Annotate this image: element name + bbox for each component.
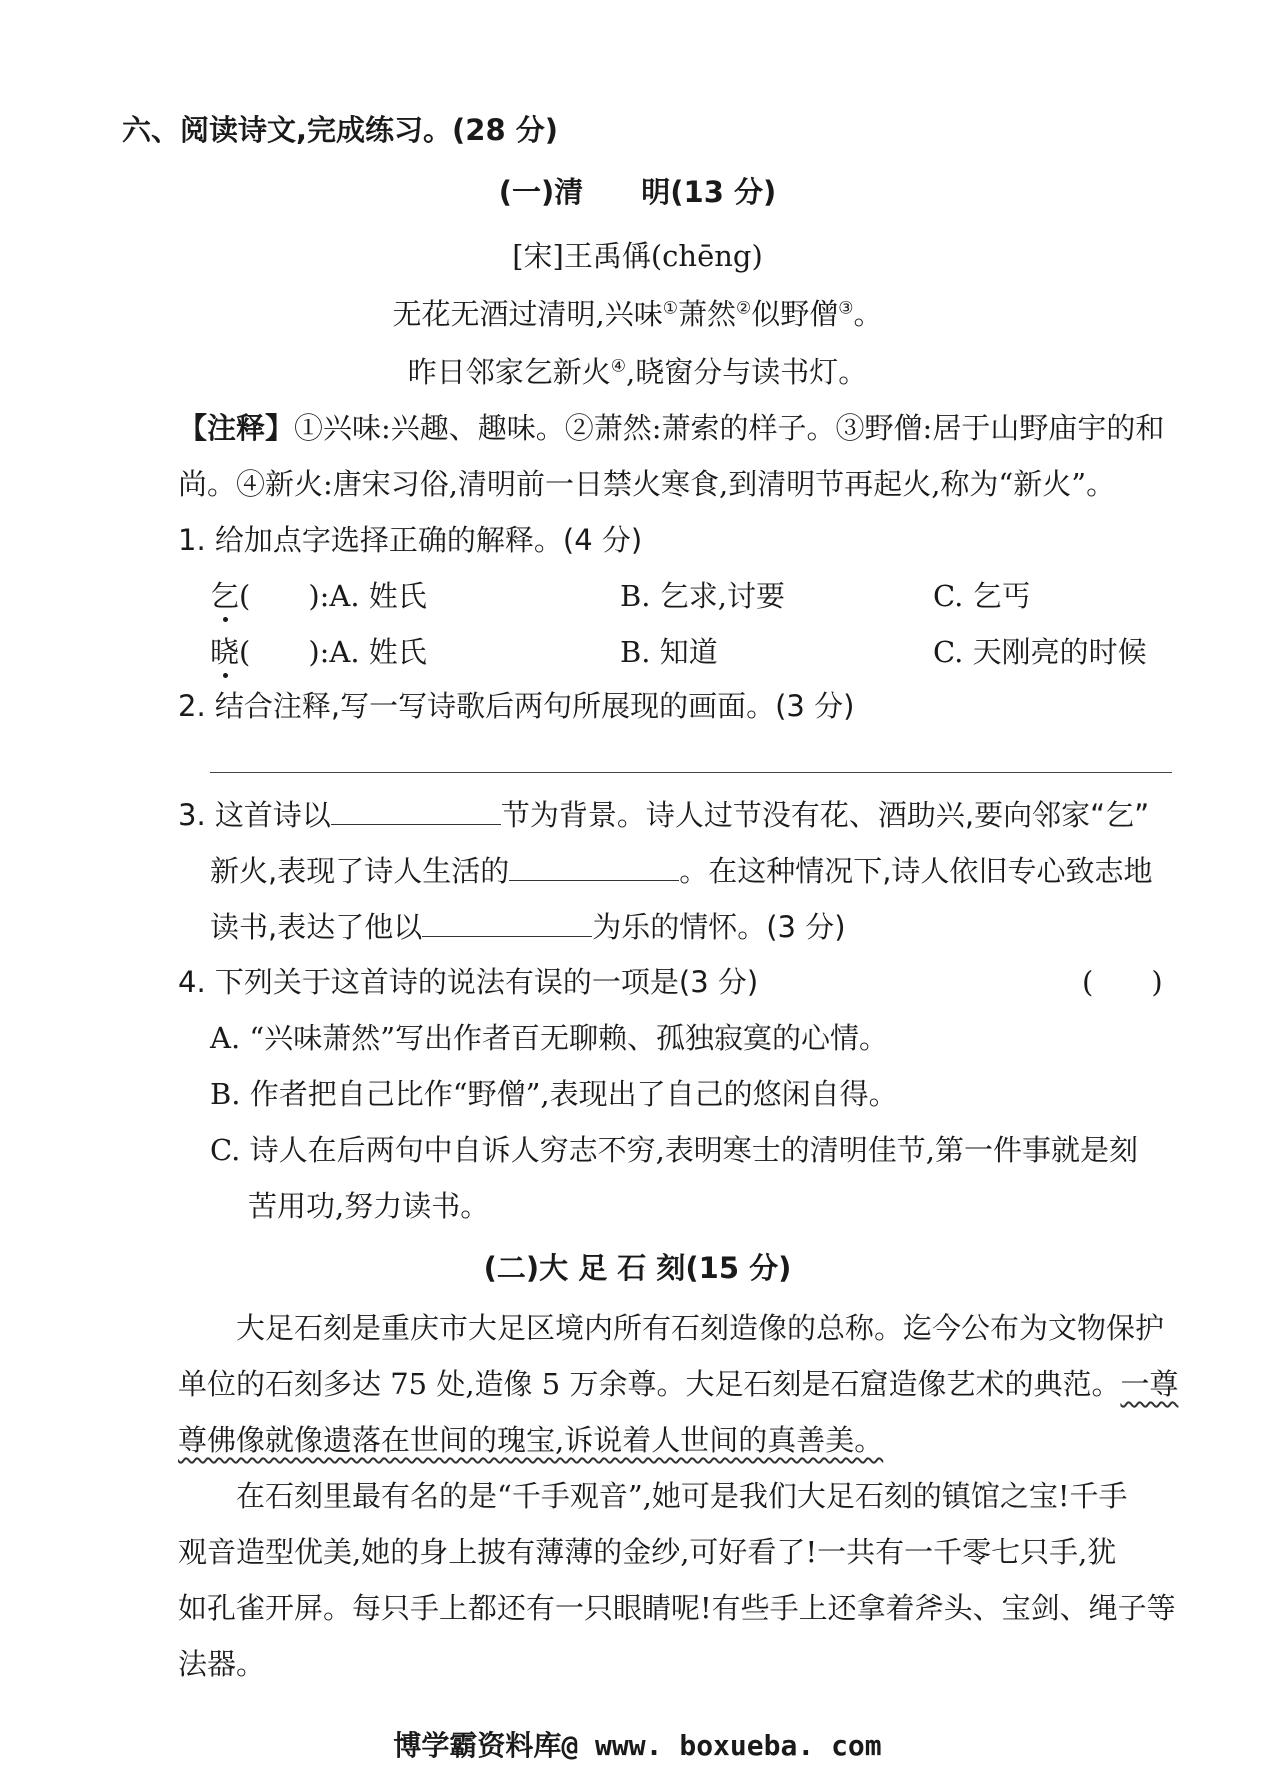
passage-p1-line-2 bbox=[178, 1364, 1178, 1404]
q3-text-2b: 。在这种情况下,诗人依旧专心致志地 bbox=[679, 854, 1153, 888]
poem-line-2-text-b: ,晓窗分与读书灯。 bbox=[626, 355, 868, 389]
notes-text-1: ①兴味:兴趣、趣味。②萧然:萧索的样子。③野僧:居于山野庙宇的和 bbox=[294, 411, 1165, 445]
notes-line-2: 尚。④新火:唐宋习俗,清明前一日禁火寒食,到清明节再起火,称为“新火”。 bbox=[178, 467, 1116, 501]
q4-option-c-line-1: C. 诗人在后两句中自诉人穷志不穷,表明寒士的清明佳节,第一件事就是刻 bbox=[210, 1133, 1139, 1167]
footnote-mark: ④ bbox=[610, 356, 627, 377]
q3-blank-2[interactable] bbox=[509, 850, 679, 881]
poem-line-1 bbox=[0, 294, 1275, 334]
footnote-mark: ③ bbox=[838, 298, 854, 319]
section-title: 六、阅读诗文,完成练习。(28 分) bbox=[122, 113, 558, 147]
option-a: :A. 姓氏 bbox=[319, 635, 427, 669]
poem-line-2 bbox=[0, 352, 1275, 392]
dotted-char: 乞 bbox=[210, 576, 239, 616]
q3-text-3a: 读书,表达了他以 bbox=[210, 910, 423, 944]
notes-line-1 bbox=[178, 408, 1164, 448]
q4-stem: 4. 下列关于这首诗的说法有误的一项是(3 分) bbox=[178, 965, 759, 999]
q4-option-b: B. 作者把自己比作“野僧”,表现出了自己的悠闲自得。 bbox=[210, 1077, 898, 1111]
q1-row-2-option-b: B. 知道 bbox=[620, 635, 718, 669]
passage-p1-line-1: 大足石刻是重庆市大足区境内所有石刻造像的总称。迄今公布为文物保护 bbox=[236, 1311, 1165, 1345]
dotted-char: 晓 bbox=[210, 632, 239, 672]
passage-p1-text-2a: 单位的石刻多达 75 处,造像 5 万余尊。大足石刻是石窟造像艺术的典范。 bbox=[178, 1367, 1121, 1401]
q4-answer-paren[interactable]: ( ) bbox=[1082, 965, 1163, 999]
poem-line-1-text-c: 似野僧 bbox=[751, 297, 839, 331]
poem-line-2-text-a: 昨日邻家乞新火 bbox=[407, 355, 611, 389]
answer-paren[interactable]: ( ) bbox=[239, 635, 320, 669]
q4-option-a: A. “兴味萧然”写出作者百无聊赖、孤独寂寞的心情。 bbox=[210, 1021, 889, 1055]
passage-title: (二)大 足 石 刻(15 分) bbox=[483, 1251, 792, 1285]
passage-p2-line-2: 观音造型优美,她的身上披有薄薄的金纱,可好看了!一共有一千零七只手,犹 bbox=[178, 1535, 1117, 1569]
passage-p2-line-1: 在石刻里最有名的是“千手观音”,她可是我们大足石刻的镇馆之宝!千手 bbox=[236, 1479, 1128, 1513]
q1-row-1 bbox=[210, 576, 427, 616]
q1-stem: 1. 给加点字选择正确的解释。(4 分) bbox=[178, 523, 643, 557]
poem-title: (一)清 明(13 分) bbox=[498, 175, 777, 209]
q1-row-2 bbox=[210, 632, 427, 672]
q1-row-2-option-c: C. 天刚亮的时候 bbox=[933, 635, 1147, 669]
q3-text-1b: 节为背景。诗人过节没有花、酒助兴,要向邻家“乞” bbox=[500, 798, 1150, 832]
poem-line-1-text-d: 。 bbox=[853, 297, 883, 331]
q1-row-1-option-b: B. 乞求,讨要 bbox=[620, 579, 785, 613]
passage-p1-line-3 bbox=[178, 1420, 883, 1460]
wavy-underlined-sentence: 尊佛像就像遗落在世间的瑰宝,诉说着人世间的真善美。 bbox=[178, 1423, 884, 1457]
passage-p2-line-4: 法器。 bbox=[178, 1647, 266, 1681]
q3-text-2a: 新火,表现了诗人生活的 bbox=[210, 854, 510, 888]
footnote-mark: ① bbox=[662, 298, 678, 319]
poem-author: [宋]王禹偁(chēng) bbox=[512, 239, 763, 273]
poem-line-1-text-b: 萧然 bbox=[677, 297, 736, 331]
q3-text-1a: 3. 这首诗以 bbox=[178, 798, 331, 832]
q2-stem: 2. 结合注释,写一写诗歌后两句所展现的画面。(3 分) bbox=[178, 689, 855, 723]
q2-answer-line[interactable] bbox=[210, 772, 1172, 773]
q3-line-2 bbox=[210, 850, 1152, 891]
poem-line-1-text-a: 无花无酒过清明,兴味 bbox=[392, 297, 663, 331]
watermark: 博学霸资料库@ www. boxueba. com bbox=[393, 1729, 882, 1762]
option-a: :A. 姓氏 bbox=[319, 579, 427, 613]
q3-blank-3[interactable] bbox=[422, 906, 592, 937]
answer-paren[interactable]: ( ) bbox=[239, 579, 320, 613]
footnote-mark: ② bbox=[735, 298, 752, 319]
q3-line-1 bbox=[178, 794, 1149, 835]
q1-row-1-option-c: C. 乞丐 bbox=[933, 579, 1031, 613]
notes-label: 【注释】 bbox=[178, 411, 295, 445]
wavy-underlined-sentence: 一尊 bbox=[1120, 1367, 1179, 1401]
passage-p2-line-3: 如孔雀开屏。每只手上都还有一只眼睛呢!有些手上还拿着斧头、宝剑、绳子等 bbox=[178, 1591, 1176, 1625]
q3-line-3 bbox=[210, 906, 846, 947]
q3-blank-1[interactable] bbox=[331, 794, 501, 825]
q3-text-3b: 为乐的情怀。(3 分) bbox=[592, 910, 846, 944]
q4-option-c-line-2: 苦用功,努力读书。 bbox=[248, 1189, 490, 1223]
